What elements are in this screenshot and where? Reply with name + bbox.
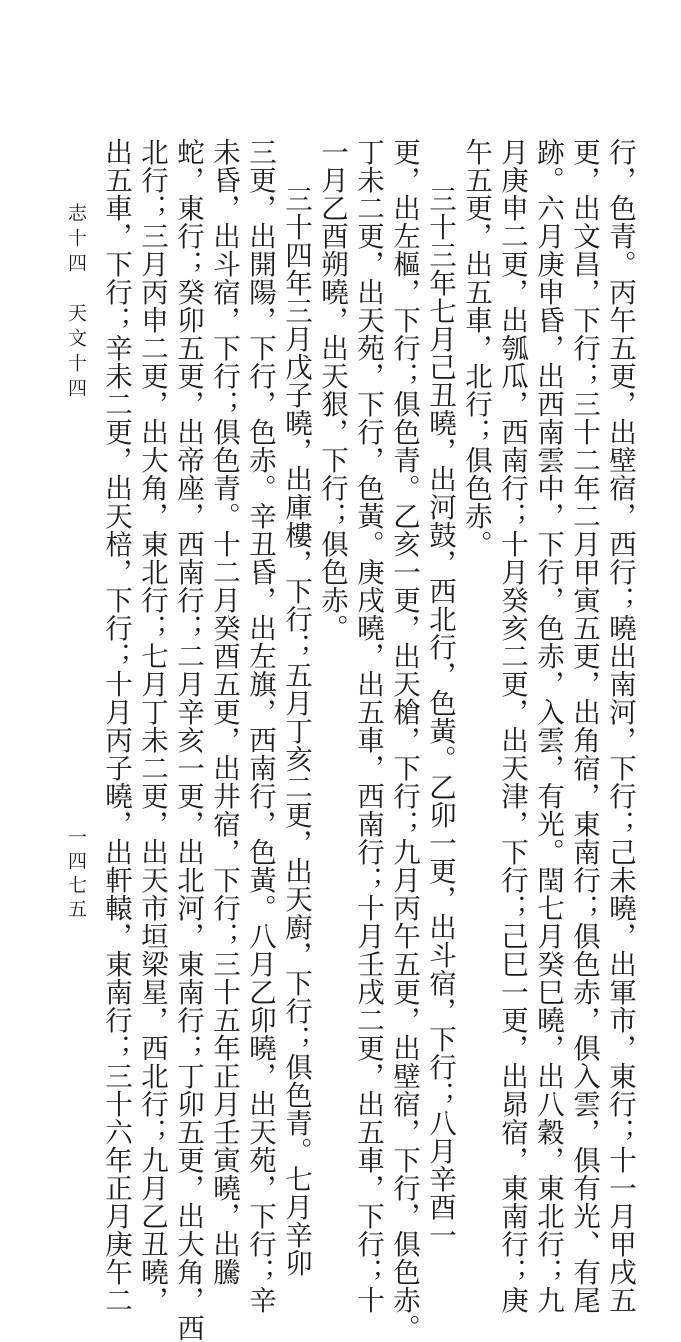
text-column: 北行；三月丙申二更，出大角，東北行；七月丁未二更，出天市垣梁星，西北行；九月乙丑曉，: [136, 138, 168, 1314]
text-column: 一月乙酉朔曉，出天狠，下行；俱色赤。: [316, 138, 348, 642]
text-column: 蛇，東行；癸卯五更，出帝座，西南行；二月辛亥一更，出北河，東南行；丁卯五更，出大角，西: [172, 138, 204, 1342]
text-column: 更，出左樞，下行；俱色青。乙亥一更，出天槍，下行；九月丙午五更，出壁宿，下行，俱色赤。: [388, 138, 420, 1342]
text-column: 更，出文昌，下行；三十二年二月甲寅五更，出角宿，東南行；俱色赤，俱入雲，俱有光、有尾: [568, 138, 600, 1314]
text-column: 未昏，出斗宿，下行；俱色青。十二月癸酉五更，出井宿，下行；三十五年正月壬寅曉，出騰: [208, 138, 240, 1286]
paragraph-start-column: 三十四年三月戊子曉，出庫樓，下行；五月丁亥二更，出天廚，下行；俱色青。七月辛卯: [280, 185, 312, 1277]
text-column: 午五更，出五車，北行；俱色赤。: [460, 138, 492, 558]
paragraph-start-column: 三十三年七月己丑曉，出河鼓，西北行，色黃。乙卯一更，出斗宿，下行；八月辛酉一: [424, 185, 456, 1249]
text-column: 丁未二更，出天苑，下行，色黃。庚戌曉，出五車，西南行；十月壬戌二更，出五車，下行；十: [352, 138, 384, 1314]
text-column: 跡。六月庚申昏，出西南雲中，下行，色赤，入雲，有光。閏七月癸巳曉，出八穀，東北行；九: [532, 138, 564, 1314]
text-column: 出五車，下行；辛未二更，出天棓，下行；十月丙子曉，出軒轅，東南行；三十六年正月庚午二: [100, 138, 132, 1314]
text-column: 行，色青。丙午五更，出壁宿，西行；曉出南河，下行；己未曉，出軍市，東行；十一月甲戌五: [604, 138, 636, 1314]
text-column: 三更，出開陽，下行，色赤。辛丑昏，出左旗，西南行，色黃。八月乙卯曉，出天苑，下行；辛: [244, 138, 276, 1314]
text-column: 月庚申二更，出瓠瓜，西南行；十月癸亥二更，出天津，下行；己巳一更，出昴宿，東南行；庚: [496, 138, 528, 1314]
page-number: 一四七五: [65, 827, 87, 923]
running-header: 志十四 天文十四: [65, 203, 87, 403]
